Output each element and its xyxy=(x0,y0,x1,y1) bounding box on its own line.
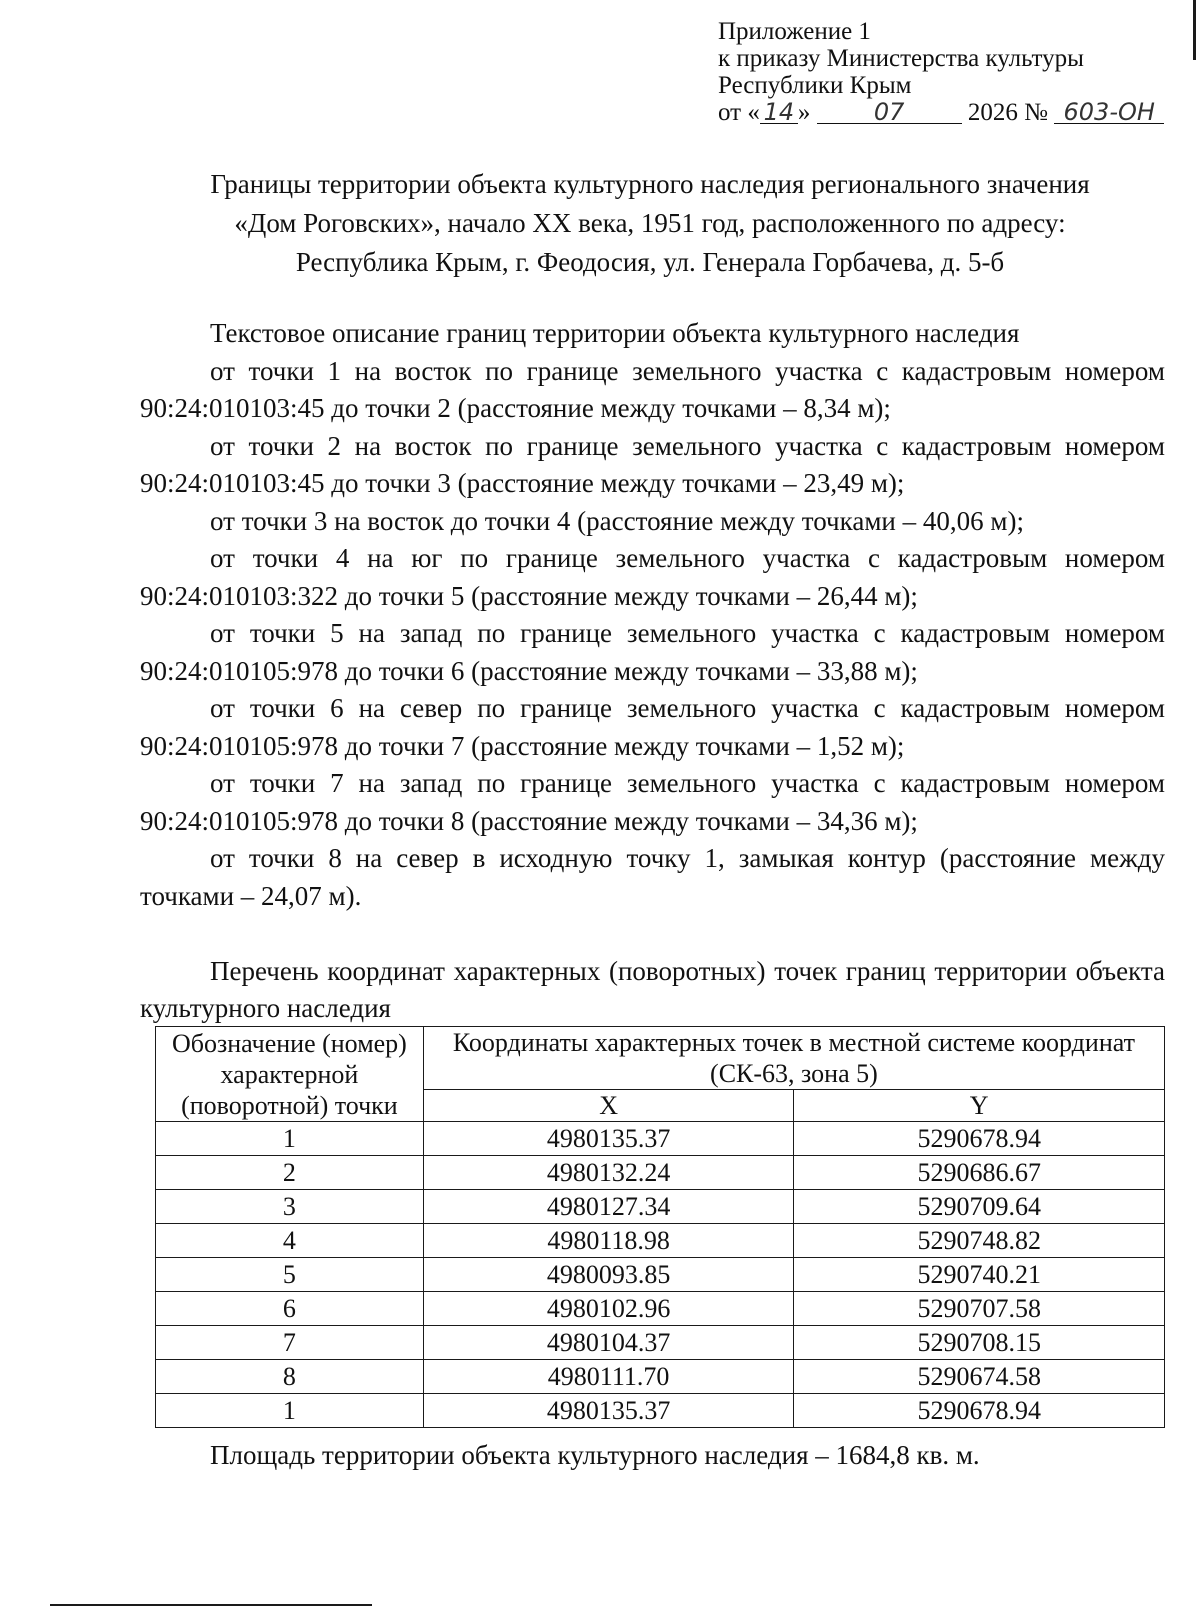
col-coords-header: Координаты характерных точек в местной системе координат (СК-63, зона 5) xyxy=(423,1027,1164,1090)
point-cell: 8 xyxy=(156,1360,424,1394)
y-cell: 5290674.58 xyxy=(794,1360,1165,1394)
annex-order-ref: к приказу Министерства культуры xyxy=(718,45,1084,72)
y-cell: 5290708.15 xyxy=(794,1326,1165,1360)
x-cell: 4980111.70 xyxy=(423,1360,794,1394)
description-item: от точки 2 на восток по границе земельного участка с кадастровым номером 90:24:010103:45 до точки 3 (расстояние между точками – 23,49 м); xyxy=(140,430,1165,498)
territory-area: Площадь территории объекта культурного наследия – 1684,8 кв. м. xyxy=(210,1440,980,1470)
order-number: 603-ОН xyxy=(1054,101,1164,124)
boundary-description xyxy=(140,315,1165,915)
date-mid: » xyxy=(797,99,811,126)
description-item: от точки 5 на запад по границе земельного участка с кадастровым номером 90:24:010105:978 до точки 6 (расстояние между точками – 33,88 м); xyxy=(140,618,1165,686)
point-cell: 5 xyxy=(156,1258,424,1292)
x-cell: 4980093.85 xyxy=(423,1258,794,1292)
description-item: от точки 7 на запад по границе земельного участка с кадастровым номером 90:24:010105:978 до точки 8 (расстояние между точками – 34,36 м); xyxy=(140,768,1165,836)
coordinates-heading-block xyxy=(140,953,1165,1027)
x-cell: 4980132.24 xyxy=(423,1156,794,1190)
table-row xyxy=(156,1156,1165,1190)
point-cell: 1 xyxy=(156,1394,424,1428)
y-cell: 5290678.94 xyxy=(794,1122,1165,1156)
x-cell: 4980127.34 xyxy=(423,1190,794,1224)
annex-title: Приложение 1 xyxy=(718,18,871,45)
table-row xyxy=(156,1258,1165,1292)
y-cell: 5290707.58 xyxy=(794,1292,1165,1326)
table-row xyxy=(156,1292,1165,1326)
annex-republic: Республики Крым xyxy=(718,72,912,99)
table-row xyxy=(156,1190,1165,1224)
y-cell: 5290678.94 xyxy=(794,1394,1165,1428)
coordinates-table xyxy=(155,1026,1165,1428)
coordinates-heading: Перечень координат характерных (поворотных) точек границ территории объекта культурного наследия xyxy=(140,956,1165,1023)
date-day: 14 xyxy=(760,101,798,124)
x-cell: 4980104.37 xyxy=(423,1326,794,1360)
document-title xyxy=(140,165,1160,282)
description-item: от точки 6 на север по границе земельного участка с кадастровым номером 90:24:010105:978 до точки 7 (расстояние между точками – 1,52 м); xyxy=(140,693,1165,761)
y-cell: 5290748.82 xyxy=(794,1224,1165,1258)
x-cell: 4980118.98 xyxy=(423,1224,794,1258)
point-cell: 4 xyxy=(156,1224,424,1258)
point-cell: 6 xyxy=(156,1292,424,1326)
x-cell: 4980135.37 xyxy=(423,1122,794,1156)
x-cell: 4980135.37 xyxy=(423,1394,794,1428)
description-item: от точки 3 на восток до точки 4 (расстояние между точками – 40,06 м); xyxy=(210,505,1024,536)
description-item: от точки 8 на север в исходную точку 1, замыкая контур (расстояние между точками – 24,07 м). xyxy=(140,843,1165,911)
y-cell: 5290686.67 xyxy=(794,1156,1165,1190)
annex-header xyxy=(718,18,1164,126)
y-cell: 5290740.21 xyxy=(794,1258,1165,1292)
y-cell: 5290709.64 xyxy=(794,1190,1165,1224)
x-cell: 4980102.96 xyxy=(423,1292,794,1326)
description-item: от точки 4 на юг по границе земельного участка с кадастровым номером 90:24:010103:322 до точки 5 (расстояние между точками – 26,44 м); xyxy=(140,543,1165,611)
table-row xyxy=(156,1394,1165,1428)
col-y-header: Y xyxy=(794,1090,1165,1122)
table-row xyxy=(156,1326,1165,1360)
title-line-2: «Дом Роговских», начало XX века, 1951 год, расположенного по адресу: xyxy=(234,208,1066,238)
point-cell: 1 xyxy=(156,1122,424,1156)
table-row xyxy=(156,1122,1165,1156)
col-point-header: Обозначение (номер) характерной (поворотной) точки xyxy=(156,1027,424,1122)
annex-date-line xyxy=(718,99,1164,126)
footnote-divider xyxy=(50,1604,372,1606)
date-month: 07 xyxy=(817,101,962,124)
date-year: 2026 № xyxy=(967,99,1048,126)
title-line-1: Границы территории объекта культурного наследия регионального значения xyxy=(210,169,1090,199)
table-row xyxy=(156,1224,1165,1258)
title-line-3: Республика Крым, г. Феодосия, ул. Генерала Горбачева, д. 5-б xyxy=(295,247,1005,277)
col-x-header: X xyxy=(423,1090,794,1122)
date-prefix: от « xyxy=(718,99,760,126)
description-heading: Текстовое описание границ территории объекта культурного наследия xyxy=(210,318,1020,348)
table-row xyxy=(156,1360,1165,1394)
table-header-row xyxy=(156,1027,1165,1090)
description-item: от точки 1 на восток по границе земельного участка с кадастровым номером 90:24:010103:45 до точки 2 (расстояние между точками – 8,34 м); xyxy=(140,355,1165,423)
point-cell: 7 xyxy=(156,1326,424,1360)
point-cell: 3 xyxy=(156,1190,424,1224)
scan-edge-mark xyxy=(1193,0,1196,60)
point-cell: 2 xyxy=(156,1156,424,1190)
